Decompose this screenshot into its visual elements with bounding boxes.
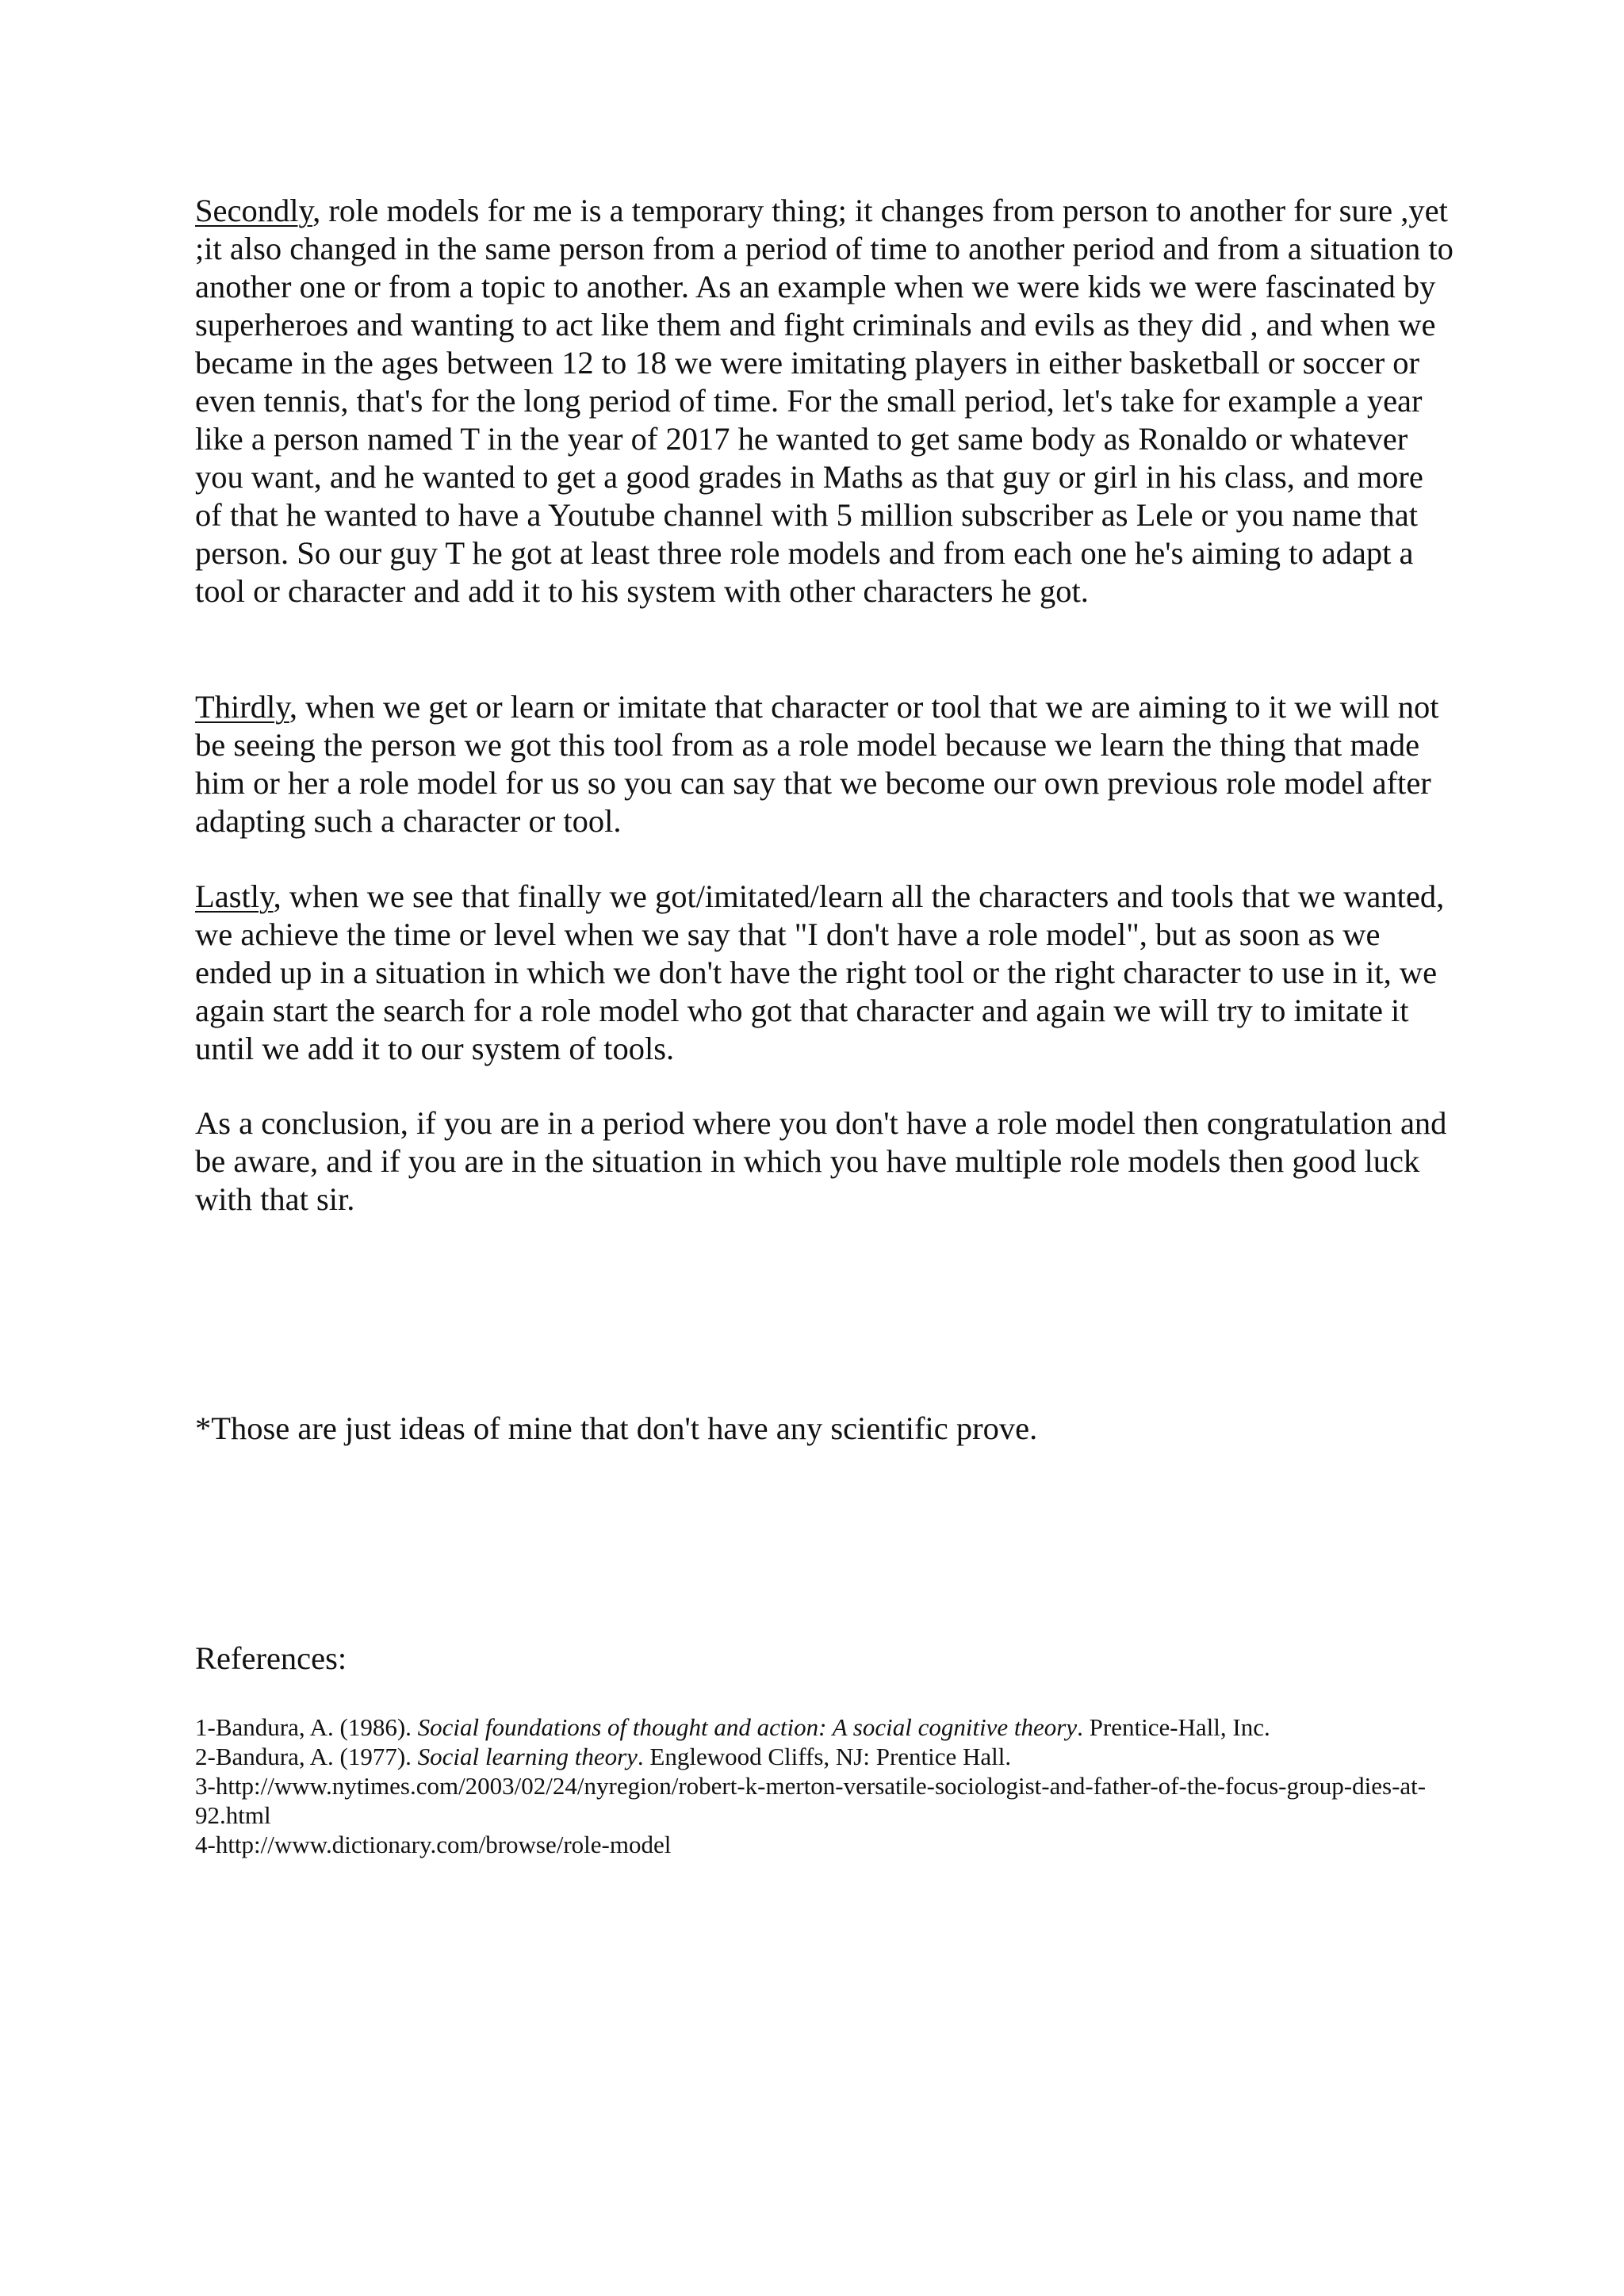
paragraph-secondly	[195, 192, 1456, 610]
paragraph-text-lastly: , when we see that finally we got/imitated/learn all the characters and tools that we wanted, we achieve the time or level when we say that "I don't have a role model", but as soon as we ended up in a situation in which we don't have the right tool or the right character to use in it, we again start the search for a role model who got that character and again we will try to imitate it until we add it to our system of tools.	[195, 878, 1445, 1066]
paragraph-text-secondly: , role models for me is a temporary thing; it changes from person to another for sure ,yet ;it also changed in the same person from a period of time to another period and from a situation to another one or from a topic to another. As an example when we were kids we were fascinated by superheroes and wanting to act like them and fight criminals and evils as they did , and when we became in the ages between 12 to 18 we were imitating players in either basketball or soccer or even tennis, that's for the long period of time. For the small period, let's take for example a year like a person named T in the year of 2017 he wanted to get same body as Ronaldo or whatever you want, and he wanted to get a good grades in Maths as that guy or girl in his class, and more of that he wanted to have a Youtube channel with 5 million subscriber as Lele or you name that person. So our guy T he got at least three role models and from each one he's aiming to adapt a tool or character and add it to his system with other characters he got.	[195, 193, 1454, 609]
disclaimer-note: *Those are just ideas of mine that don't have any scientific prove.	[195, 1410, 1038, 1446]
reference-text: 2-Bandura, A. (1977).	[195, 1743, 418, 1770]
paragraph-thirdly	[195, 688, 1456, 840]
reference-title: Social foundations of thought and action: A social cognitive theory	[417, 1713, 1078, 1741]
references-heading: References:	[195, 1640, 347, 1676]
reference-text: . Englewood Cliffs, NJ: Prentice Hall.	[637, 1743, 1012, 1770]
paragraph-lastly	[195, 878, 1456, 1068]
reference-text: 1-Bandura, A. (1986).	[195, 1713, 418, 1741]
paragraph-conclusion: As a conclusion, if you are in a period where you don't have a role model then congratulation and be aware, and if you are in the situation in which you have multiple role models then good luck with that sir.	[195, 1105, 1447, 1217]
reference-item	[195, 1830, 1464, 1859]
paragraph-text-thirdly: , when we get or learn or imitate that character or tool that we are aiming to it we will not be seeing the person we got this tool from as a role model because we learn the thing that made him or her a role model for us so you can say that we become our own previous role model after adapting such a character or tool.	[195, 689, 1439, 839]
paragraph-lead-secondly: Secondly	[195, 193, 313, 228]
references-list	[195, 1712, 1464, 1859]
reference-item	[195, 1771, 1464, 1830]
reference-item	[195, 1742, 1464, 1771]
reference-text: . Prentice-Hall, Inc.	[1077, 1713, 1270, 1741]
reference-item	[195, 1712, 1464, 1742]
paragraph-lead-thirdly: Thirdly	[195, 689, 289, 725]
reference-title: Social learning theory	[417, 1743, 638, 1770]
paragraph-lead-lastly: Lastly	[195, 878, 274, 914]
reference-link: 3-http://www.nytimes.com/2003/02/24/nyregion/robert-k-merton-versatile-sociologist-and-father-of-the-focus-group-dies-at-92.html	[195, 1772, 1427, 1829]
reference-link: 4-http://www.dictionary.com/browse/role-model	[195, 1831, 672, 1858]
